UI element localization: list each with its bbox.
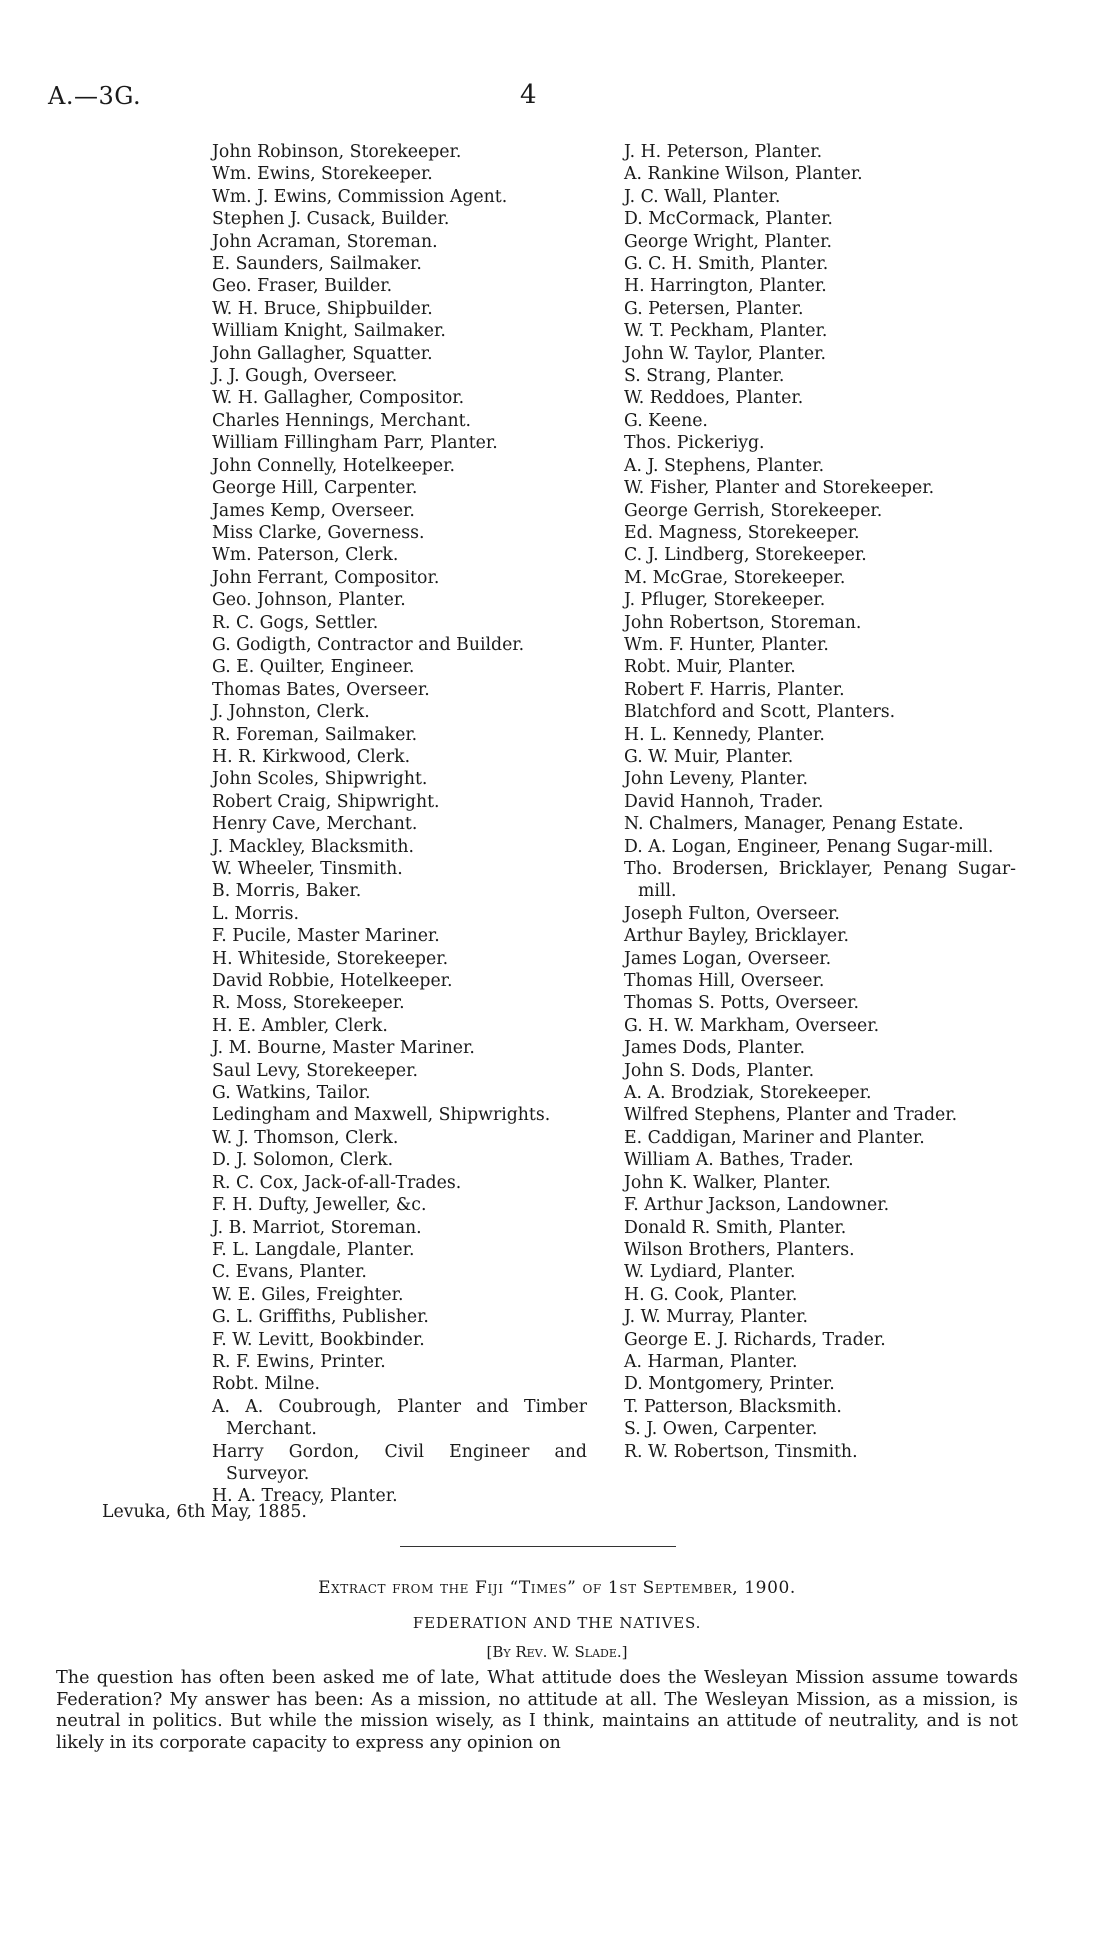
list-item: D. A. Logan, Engineer, Penang Sugar-mill.: [624, 836, 994, 857]
list-item: R. C. Cox, Jack-of-all-Trades.: [212, 1172, 462, 1193]
list-item: G. Watkins, Tailor.: [212, 1083, 371, 1104]
list-item: J. W. Murray, Planter.: [624, 1307, 809, 1328]
list-item: R. F. Ewins, Printer.: [212, 1351, 386, 1372]
list-item: F. W. Levitt, Bookbinder.: [212, 1329, 425, 1350]
list-item: Joseph Fulton, Overseer.: [624, 903, 840, 924]
list-item: Geo. Johnson, Planter.: [212, 590, 406, 611]
list-item: R. W. Robertson, Tinsmith.: [624, 1441, 858, 1462]
list-item: Geo. Fraser, Builder.: [212, 276, 393, 297]
list-item: G. W. Muir, Planter.: [624, 746, 794, 767]
list-item: W. E. Giles, Freighter.: [212, 1284, 404, 1305]
page-code: A.—3G.: [48, 82, 142, 110]
list-item: N. Chalmers, Manager, Penang Estate.: [624, 814, 964, 835]
list-item: D. Montgomery, Printer.: [624, 1374, 835, 1395]
list-item: Thomas S. Potts, Overseer.: [624, 993, 859, 1014]
list-item: R. Foreman, Sailmaker.: [212, 724, 418, 745]
list-item: Thos. Pickeriyg.: [624, 433, 765, 454]
list-item: Wm. Ewins, Storekeeper.: [212, 164, 433, 185]
list-item: John Ferrant, Compositor.: [212, 567, 440, 588]
list-item: Saul Levy, Storekeeper.: [212, 1060, 418, 1081]
list-item: J. Johnston, Clerk.: [212, 702, 370, 723]
place-date: Levuka, 6th May, 1885.: [102, 1502, 307, 1522]
list-item: John W. Taylor, Planter.: [624, 343, 826, 364]
list-item: L. Morris.: [212, 903, 299, 924]
article-heading: FEDERATION AND THE NATIVES.: [412, 1614, 702, 1632]
list-item: A. A. Coubrough, Planter and Timber Merchant.: [212, 1396, 587, 1440]
list-item: M. McGrae, Storekeeper.: [624, 567, 846, 588]
list-item: Tho. Brodersen, Bricklayer, Penang Sugar-mill.: [624, 859, 1016, 902]
list-item: Robert Craig, Shipwright.: [212, 791, 440, 812]
list-item: E. Caddigan, Mariner and Planter.: [624, 1127, 925, 1148]
list-item: John Gallagher, Squatter.: [212, 343, 433, 364]
list-item: J. Pfluger, Storekeeper.: [624, 590, 826, 611]
list-item: James Logan, Overseer.: [624, 948, 832, 969]
list-item: T. Patterson, Blacksmith.: [624, 1396, 842, 1417]
list-item: E. Saunders, Sailmaker.: [212, 254, 422, 275]
page-number: 4: [520, 80, 537, 110]
list-item: S. J. Owen, Carpenter.: [624, 1419, 818, 1440]
list-item: John K. Walker, Planter.: [624, 1172, 831, 1193]
list-item: W. Lydiard, Planter.: [624, 1262, 796, 1283]
list-item: John Robinson, Storekeeper.: [212, 142, 462, 162]
list-item: W. Wheeler, Tinsmith.: [212, 859, 403, 879]
list-item: G. Godigth, Contractor and Builder.: [212, 634, 525, 655]
list-item: Blatchford and Scott, Planters.: [624, 702, 896, 723]
list-item: W. Fisher, Planter and Storekeeper.: [624, 478, 935, 499]
list-item: Ed. Magness, Storekeeper.: [624, 522, 860, 543]
list-item: F. L. Langdale, Planter.: [212, 1239, 415, 1260]
article-byline: [By Rev. W. Slade.]: [486, 1643, 628, 1661]
list-item: F. Arthur Jackson, Landowner.: [624, 1195, 890, 1216]
list-item: H. G. Cook, Planter.: [624, 1284, 798, 1305]
list-item: Wm. F. Hunter, Planter.: [624, 634, 829, 655]
list-item: B. Morris, Baker.: [212, 881, 362, 902]
list-item: Robt. Muir, Planter.: [624, 657, 796, 678]
list-item: R. C. Gogs, Settler.: [212, 612, 379, 633]
list-item: W. T. Peckham, Planter.: [624, 321, 828, 342]
extract-title: Extract from the Fiji “Times” of 1st September, 1900.: [318, 1578, 796, 1598]
list-item: James Kemp, Overseer.: [212, 500, 415, 521]
list-item: G. E. Quilter, Engineer.: [212, 657, 415, 678]
list-item: John Acraman, Storeman.: [212, 231, 438, 252]
list-item: F. Pucile, Master Mariner.: [212, 926, 440, 947]
list-item: Robert F. Harris, Planter.: [624, 679, 845, 700]
right-signatory-list: [624, 141, 1016, 1463]
list-item: S. Strang, Planter.: [624, 366, 785, 387]
list-item: William Knight, Sailmaker.: [212, 321, 446, 342]
list-item: A. Rankine Wilson, Planter.: [624, 164, 863, 185]
list-item: D. J. Solomon, Clerk.: [212, 1150, 394, 1171]
left-signatory-list: [212, 141, 587, 1508]
list-item: C. J. Lindberg, Storekeeper.: [624, 545, 867, 566]
list-item: Wm. Paterson, Clerk.: [212, 545, 399, 566]
list-item: Donald R. Smith, Planter.: [624, 1217, 847, 1238]
list-item: Stephen J. Cusack, Builder.: [212, 209, 450, 230]
list-item: W. J. Thomson, Clerk.: [212, 1127, 399, 1148]
list-item: A. J. Stephens, Planter.: [624, 455, 825, 476]
list-item: G. L. Griffiths, Publisher.: [212, 1307, 429, 1328]
list-item: W. H. Gallagher, Compositor.: [212, 388, 465, 409]
list-item: Wilfred Stephens, Planter and Trader.: [624, 1105, 958, 1126]
list-item: David Robbie, Hotelkeeper.: [212, 971, 453, 992]
list-item: James Dods, Planter.: [624, 1038, 805, 1059]
list-item: John Scoles, Shipwright.: [212, 769, 428, 790]
list-item: J. M. Bourne, Master Mariner.: [212, 1038, 475, 1059]
list-item: J. C. Wall, Planter.: [624, 186, 781, 207]
list-item: David Hannoh, Trader.: [624, 791, 824, 812]
list-item: George Gerrish, Storekeeper.: [624, 500, 883, 521]
list-item: G. Keene.: [624, 410, 708, 431]
list-item: G. C. H. Smith, Planter.: [624, 254, 829, 275]
list-item: George Hill, Carpenter.: [212, 478, 418, 499]
list-item: C. Evans, Planter.: [212, 1262, 367, 1283]
list-item: J. Mackley, Blacksmith.: [212, 836, 414, 857]
list-item: John Leveny, Planter.: [624, 769, 808, 790]
list-item: John S. Dods, Planter.: [624, 1060, 815, 1081]
list-item: Thomas Hill, Overseer.: [624, 971, 825, 992]
list-item: H. A. Treacy, Planter.: [212, 1486, 398, 1507]
list-item: Wilson Brothers, Planters.: [624, 1239, 855, 1260]
list-item: William Fillingham Parr, Planter.: [212, 433, 498, 454]
list-item: H. Harrington, Planter.: [624, 276, 827, 297]
list-item: John Robertson, Storeman.: [624, 612, 862, 633]
list-item: William A. Bathes, Trader.: [624, 1150, 854, 1171]
list-item: Thomas Bates, Overseer.: [212, 679, 430, 700]
section-divider: [400, 1546, 676, 1547]
list-item: H. E. Ambler, Clerk.: [212, 1015, 388, 1036]
list-item: H. R. Kirkwood, Clerk.: [212, 746, 411, 767]
list-item: G. Petersen, Planter.: [624, 298, 804, 319]
list-item: Miss Clarke, Governess.: [212, 522, 425, 543]
list-item: R. Moss, Storekeeper.: [212, 993, 405, 1014]
list-item: F. H. Dufty, Jeweller, &c.: [212, 1195, 427, 1216]
list-item: A. A. Brodziak, Storekeeper.: [624, 1083, 872, 1104]
list-item: Wm. J. Ewins, Commission Agent.: [212, 186, 508, 207]
list-item: Henry Cave, Merchant.: [212, 814, 418, 835]
list-item: G. H. W. Markham, Overseer.: [624, 1015, 880, 1036]
list-item: W. Reddoes, Planter.: [624, 388, 804, 409]
list-item: H. Whiteside, Storekeeper.: [212, 948, 449, 969]
list-item: J. H. Peterson, Planter.: [624, 142, 823, 162]
list-item: A. Harman, Planter.: [624, 1351, 798, 1372]
list-item: J. J. Gough, Overseer.: [212, 366, 398, 387]
list-item: D. McCormack, Planter.: [624, 209, 833, 230]
article-body: The question has often been asked me of late, What attitude does the Wesleyan Mission assume towards Federation? My answer has been: As a mission, no attitude at all. The Wesleyan Mission, as a mission, is neutral in politics. But while the mission wisely, as I think, maintains an attitude of neutrality, and is not likely in its corporate capacity to express any opinion on: [56, 1668, 1018, 1753]
list-item: Arthur Bayley, Bricklayer.: [624, 926, 849, 947]
list-item: Charles Hennings, Merchant.: [212, 410, 472, 431]
list-item: John Connelly, Hotelkeeper.: [212, 455, 455, 476]
list-item: George Wright, Planter.: [624, 231, 832, 252]
list-item: J. B. Marriot, Storeman.: [212, 1217, 422, 1238]
list-item: Ledingham and Maxwell, Shipwrights.: [212, 1105, 551, 1126]
list-item: Harry Gordon, Civil Engineer and Surveyor.: [212, 1441, 587, 1484]
list-item: Robt. Milne.: [212, 1374, 321, 1395]
list-item: W. H. Bruce, Shipbuilder.: [212, 298, 433, 319]
list-item: H. L. Kennedy, Planter.: [624, 724, 825, 745]
list-item: George E. J. Richards, Trader.: [624, 1329, 886, 1350]
